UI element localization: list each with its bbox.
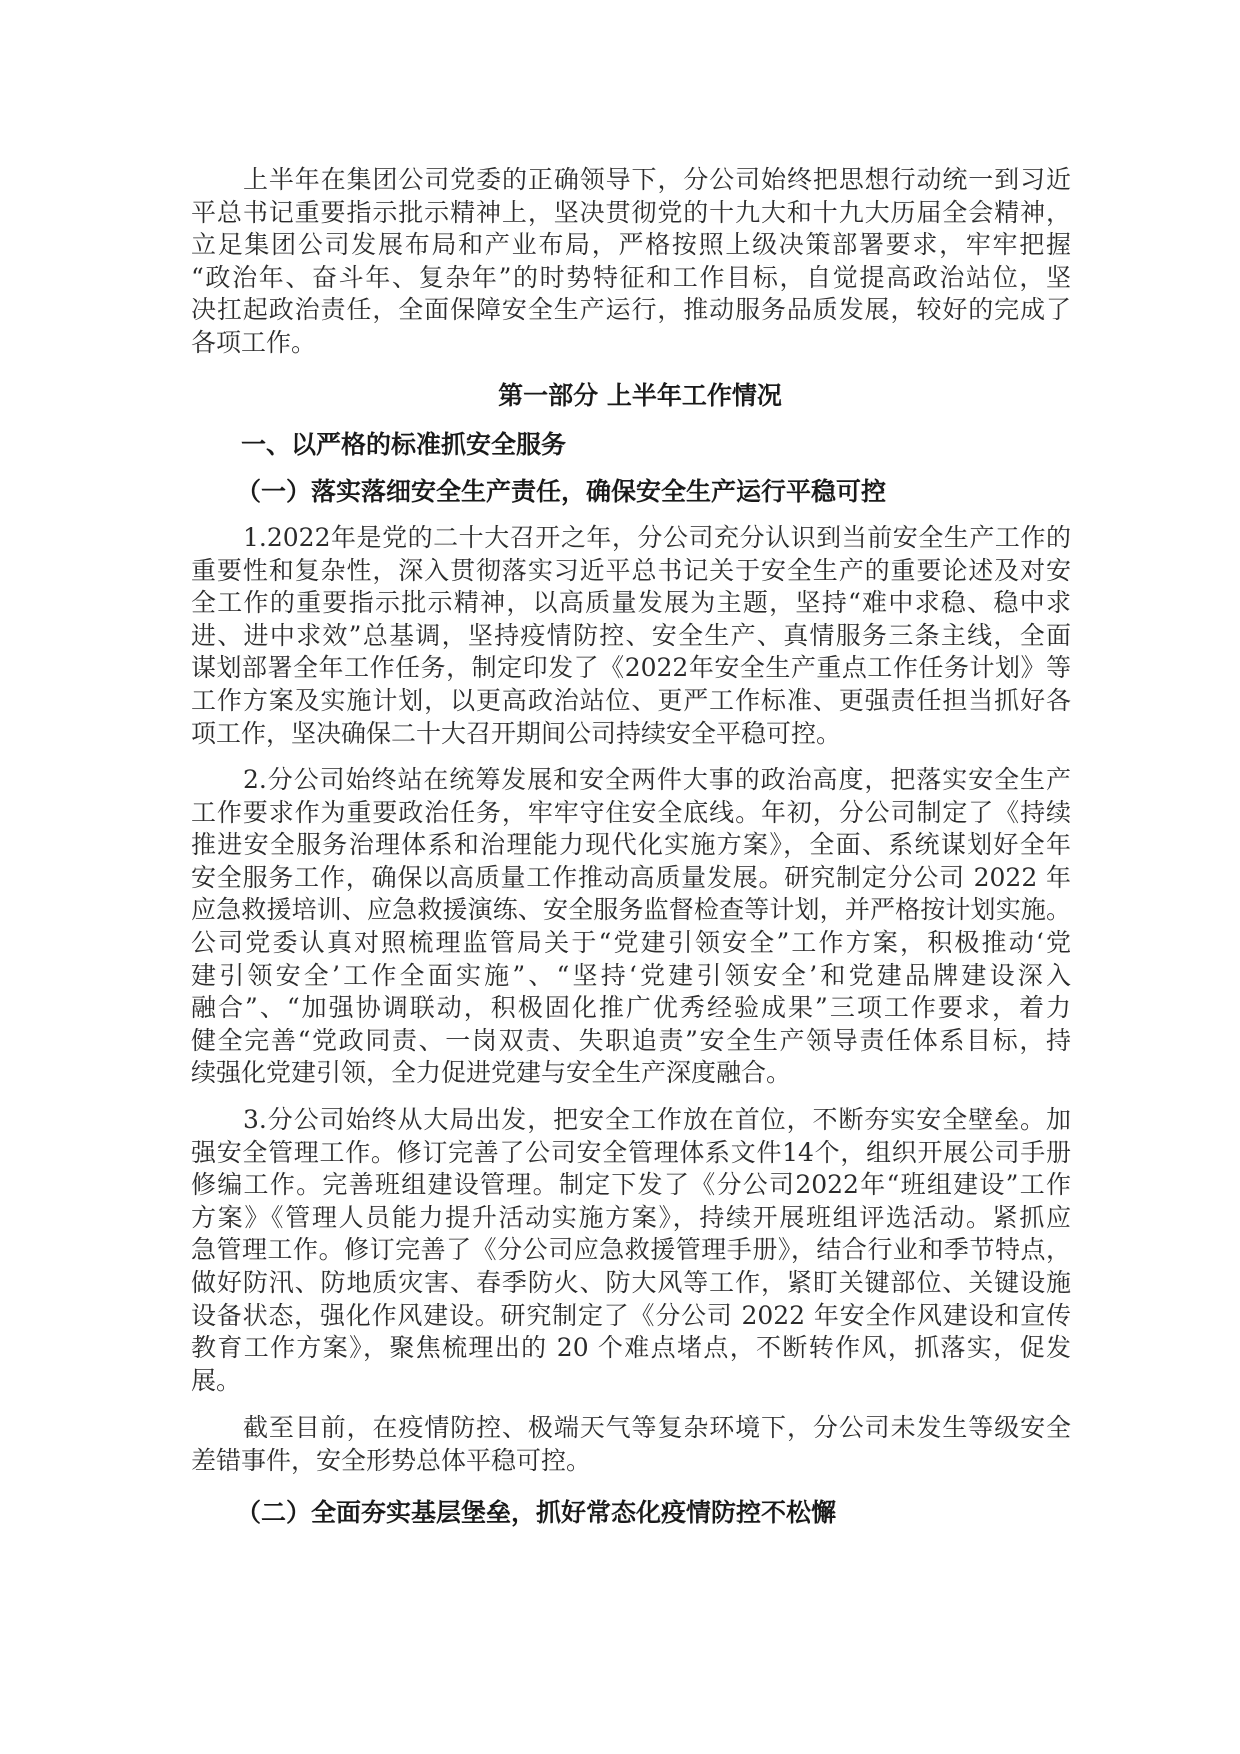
text-line: 平总书记重要指示批示精神上，坚决贯彻党的十九大和十九大历届全会精神， bbox=[191, 197, 1071, 227]
text-line: 修编工作。完善班组建设管理。制定下发了《分公司2022年“班组建设”工作 bbox=[191, 1170, 1071, 1200]
intro-paragraph bbox=[191, 164, 1071, 360]
text-line: 各项工作。 bbox=[191, 327, 317, 357]
section-1-title: 一、以严格的标准抓安全服务 bbox=[241, 430, 567, 459]
paragraph-2 bbox=[191, 764, 1071, 1090]
text-line: 决扛起政治责任，全面保障安全生产运行，推动服务品质发展，较好的完成了 bbox=[191, 295, 1071, 325]
text-line: 安全服务工作，确保以高质量工作推动高质量发展。研究制定分公司 2022 年 bbox=[191, 862, 1071, 892]
text-line: 工作要求作为重要政治任务，牢牢守住安全底线。年初，分公司制定了《持续 bbox=[191, 797, 1071, 827]
text-line: 重要性和复杂性，深入贯彻落实习近平总书记关于安全生产的重要论述及对安 bbox=[191, 555, 1071, 585]
text-line: 1.2022年是党的二十大召开之年，分公司充分认识到当前安全生产工作的 bbox=[243, 523, 1071, 552]
text-line: 融合”、“加强协调联动，积极固化推广优秀经验成果”三项工作要求，着力 bbox=[191, 993, 1071, 1023]
text-line: 上半年在集团公司党委的正确领导下，分公司始终把思想行动统一到习近 bbox=[243, 165, 1071, 194]
text-line: 建引领安全’工作全面实施”、“坚持‘党建引领安全’和党建品牌建设深入 bbox=[191, 960, 1071, 990]
paragraph-4 bbox=[191, 1412, 1071, 1477]
paragraph-3 bbox=[191, 1104, 1071, 1397]
text-line: 进、进中求效”总基调，坚持疫情防控、安全生产、真情服务三条主线，全面 bbox=[191, 620, 1071, 650]
subsection-2-title: （二）全面夯实基层堡垒，抓好常态化疫情防控不松懈 bbox=[236, 1498, 837, 1527]
text-line: 设备状态，强化作风建设。研究制定了《分公司 2022 年安全作风建设和宣传 bbox=[191, 1300, 1071, 1330]
text-line: “政治年、奋斗年、复杂年”的时势特征和工作目标，自觉提高政治站位，坚 bbox=[191, 262, 1071, 292]
text-line: 急管理工作。修订完善了《分公司应急救援管理手册》，结合行业和季节特点， bbox=[191, 1235, 1071, 1265]
text-line: 全工作的重要指示批示精神，以高质量发展为主题，坚持“难中求稳、稳中求 bbox=[191, 588, 1071, 618]
text-line: 公司党委认真对照梳理监管局关于“党建引领安全”工作方案，积极推动‘党 bbox=[191, 927, 1071, 957]
text-line: 截至目前，在疫情防控、极端天气等复杂环境下，分公司未发生等级安全 bbox=[243, 1413, 1071, 1442]
text-line: 3.分公司始终从大局出发，把安全工作放在首位，不断夯实安全壁垒。加 bbox=[243, 1105, 1071, 1134]
paragraph-1 bbox=[191, 522, 1071, 750]
subsection-1-title: （一）落实落细安全生产责任，确保安全生产运行平稳可控 bbox=[236, 477, 887, 506]
text-line: 2.分公司始终站在统筹发展和安全两件大事的政治高度，把落实安全生产 bbox=[243, 765, 1071, 794]
text-line: 续强化党建引领，全力促进党建与安全生产深度融合。 bbox=[191, 1058, 792, 1088]
text-line: 方案》《管理人员能力提升活动实施方案》，持续开展班组评选活动。紧抓应 bbox=[191, 1202, 1071, 1232]
text-line: 项工作，坚决确保二十大召开期间公司持续安全平稳可控。 bbox=[191, 718, 842, 748]
text-line: 工作方案及实施计划，以更高政治站位、更严工作标准、更强责任担当抓好各 bbox=[191, 685, 1071, 715]
text-line: 健全完善“党政同责、一岗双责、失职追责”安全生产领导责任体系目标，持 bbox=[191, 1025, 1071, 1055]
text-line: 推进安全服务治理体系和治理能力现代化实施方案》，全面、系统谋划好全年 bbox=[191, 830, 1071, 860]
part-title: 第一部分 上半年工作情况 bbox=[498, 381, 782, 410]
text-line: 展。 bbox=[191, 1365, 242, 1395]
text-line: 立足集团公司发展布局和产业布局，严格按照上级决策部署要求，牢牢把握 bbox=[191, 230, 1071, 260]
text-line: 差错事件，安全形势总体平稳可控。 bbox=[191, 1445, 592, 1475]
text-line: 谋划部署全年工作任务，制定印发了《2022年安全生产重点工作任务计划》等 bbox=[191, 653, 1071, 683]
text-line: 强安全管理工作。修订完善了公司安全管理体系文件14个，组织开展公司手册 bbox=[191, 1137, 1071, 1167]
text-line: 应急救援培训、应急救援演练、安全服务监督检查等计划，并严格按计划实施。 bbox=[191, 895, 1071, 925]
text-line: 教育工作方案》，聚焦梳理出的 20 个难点堵点，不断转作风，抓落实，促发 bbox=[191, 1333, 1071, 1363]
text-line: 做好防汛、防地质灾害、春季防火、防大风等工作，紧盯关键部位、关键设施 bbox=[191, 1267, 1071, 1297]
